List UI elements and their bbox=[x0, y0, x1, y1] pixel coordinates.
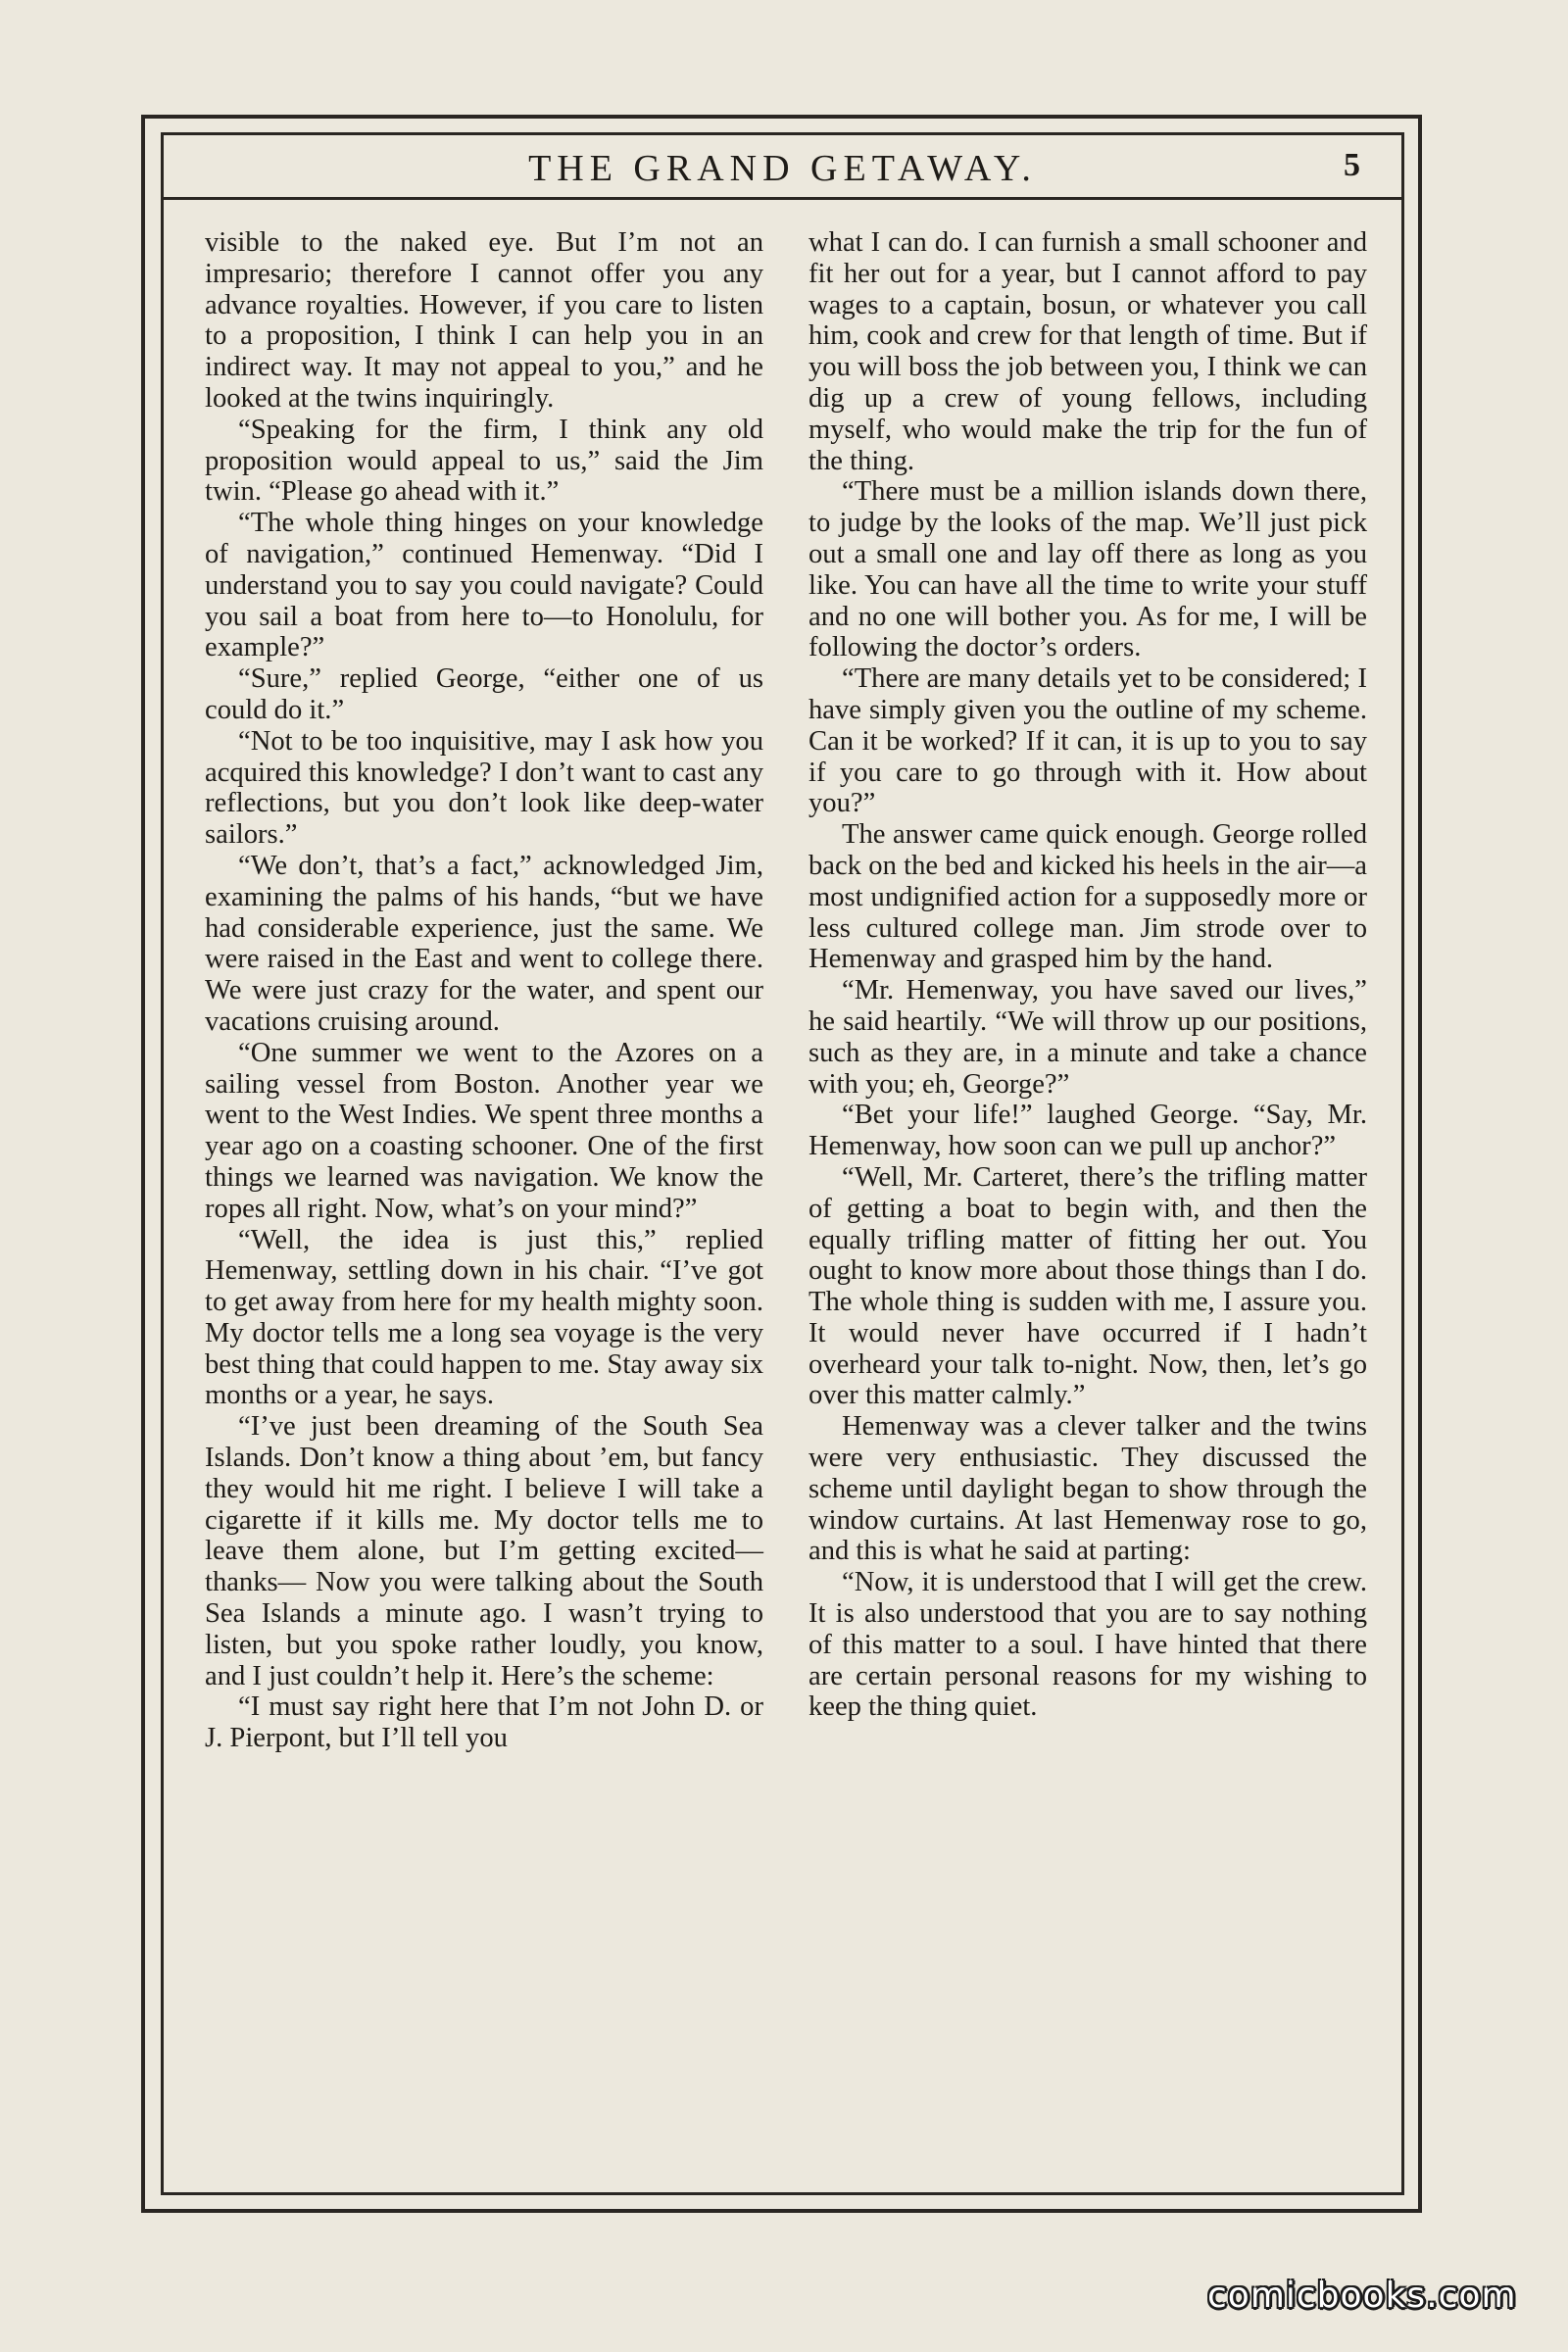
running-header bbox=[164, 135, 1401, 200]
paragraph: “Well, the idea is just this,” replied Hemenway, settling down in his chair. “I’ve got to get away from here for my health mighty soon. My doctor tells me a long sea voyage is the very best thing that could happen to me. Stay away six months or a year, he says. bbox=[205, 1224, 763, 1411]
paragraph: “Speaking for the firm, I think any old proposition would appeal to us,” said the Jim twin. “Please go ahead with it.” bbox=[205, 414, 763, 508]
paragraph: “Bet your life!” laughed George. “Say, Mr. Hemenway, how soon can we pull up anchor?” bbox=[808, 1100, 1367, 1162]
paragraph: “One summer we went to the Azores on a sailing vessel from Boston. Another year we went to the West Indies. We spent three months a year ago on a coasting schooner. One of the first things we learned was navigation. We know the ropes all right. Now, what’s on your mind?” bbox=[205, 1037, 763, 1224]
paragraph: “There are many details yet to be considered; I have simply given you the outline of my scheme. Can it be worked? If it can, it is up to you to say if you care to go through with it. How about you?” bbox=[808, 663, 1367, 819]
paragraph: “Mr. Hemenway, you have saved our lives,” he said heartily. “We will throw up our positions, such as they are, in a minute and take a chance with you; eh, George?” bbox=[808, 975, 1367, 1100]
paragraph: “Sure,” replied George, “either one of us could do it.” bbox=[205, 663, 763, 725]
running-title: THE GRAND GETAWAY. bbox=[528, 148, 1037, 189]
paragraph: “The whole thing hinges on your knowledge of navigation,” continued Hemenway. “Did I understand you to say you could navigate? Could you sail a boat from here to—to Honolulu, for example?” bbox=[205, 508, 763, 663]
text-column-right bbox=[808, 227, 1367, 1723]
paragraph: “We don’t, that’s a fact,” acknowledged Jim, examining the palms of his hands, “but we have had considerable experience, just the same. We were raised in the East and went to college there. We were just crazy for the water, and spent our vacations cruising around. bbox=[205, 850, 763, 1037]
paragraph: “I must say right here that I’m not John D. or J. Pierpont, but I’ll tell you bbox=[205, 1691, 763, 1754]
paragraph: visible to the naked eye. But I’m not an impresario; therefore I cannot offer you any advance royalties. However, if you care to listen to a proposition, I think I can help you in an indirect way. It may not appeal to you,” and he looked at the twins inquiringly. bbox=[205, 227, 763, 414]
paragraph: Hemenway was a clever talker and the twins were very enthusiastic. They discussed the scheme until daylight began to show through the window curtains. At last Hemenway rose to go, and this is what he said at parting: bbox=[808, 1411, 1367, 1567]
site-watermark: comicbooks.com bbox=[1207, 2276, 1517, 2316]
paragraph: The answer came quick enough. George rolled back on the bed and kicked his heels in the air—a most undignified action for a supposedly more or less cultured college man. Jim strode over to Hemenway and grasped him by the hand. bbox=[808, 819, 1367, 975]
paragraph: “Now, it is understood that I will get the crew. It is also understood that you are to say nothing of this matter to a soul. I have hinted that there are certain personal reasons for my wishing to keep the thing quiet. bbox=[808, 1567, 1367, 1723]
paragraph: “Well, Mr. Carteret, there’s the trifling matter of getting a boat to begin with, and then the equally trifling matter of fitting her out. You ought to know more about those things than I do. The whole thing is sudden with me, I assure you. It would never have occurred if I hadn’t overheard your talk to-night. Now, then, let’s go over this matter calmly.” bbox=[808, 1161, 1367, 1411]
paragraph: what I can do. I can furnish a small schooner and fit her out for a year, but I cannot afford to pay wages to a captain, bosun, or whatever you call him, cook and crew for that length of time. But if you will boss the job between you, I think we can dig up a crew of young fellows, including myself, who would make the trip for the fun of the thing. bbox=[808, 227, 1367, 476]
paragraph: “I’ve just been dreaming of the South Sea Islands. Don’t know a thing about ’em, but fancy they would hit me right. I believe I will take a cigarette if it kills me. My doctor tells me to leave them alone, but I’m getting excited—thanks— Now you were talking about the South Sea Islands a minute ago. I wasn’t trying to listen, but you spoke rather loudly, you know, and I just couldn’t help it. Here’s the scheme: bbox=[205, 1411, 763, 1691]
page-number: 5 bbox=[1344, 147, 1360, 183]
paragraph: “There must be a million islands down there, to judge by the looks of the map. We’ll just pick out a small one and lay off there as long as you like. You can have all the time to write your stuff and no one will bother you. As for me, I will be following the doctor’s orders. bbox=[808, 476, 1367, 663]
paragraph: “Not to be too inquisitive, may I ask how you acquired this knowledge? I don’t want to cast any reflections, but you don’t look like deep-water sailors.” bbox=[205, 725, 763, 851]
text-column-left bbox=[205, 227, 763, 1754]
